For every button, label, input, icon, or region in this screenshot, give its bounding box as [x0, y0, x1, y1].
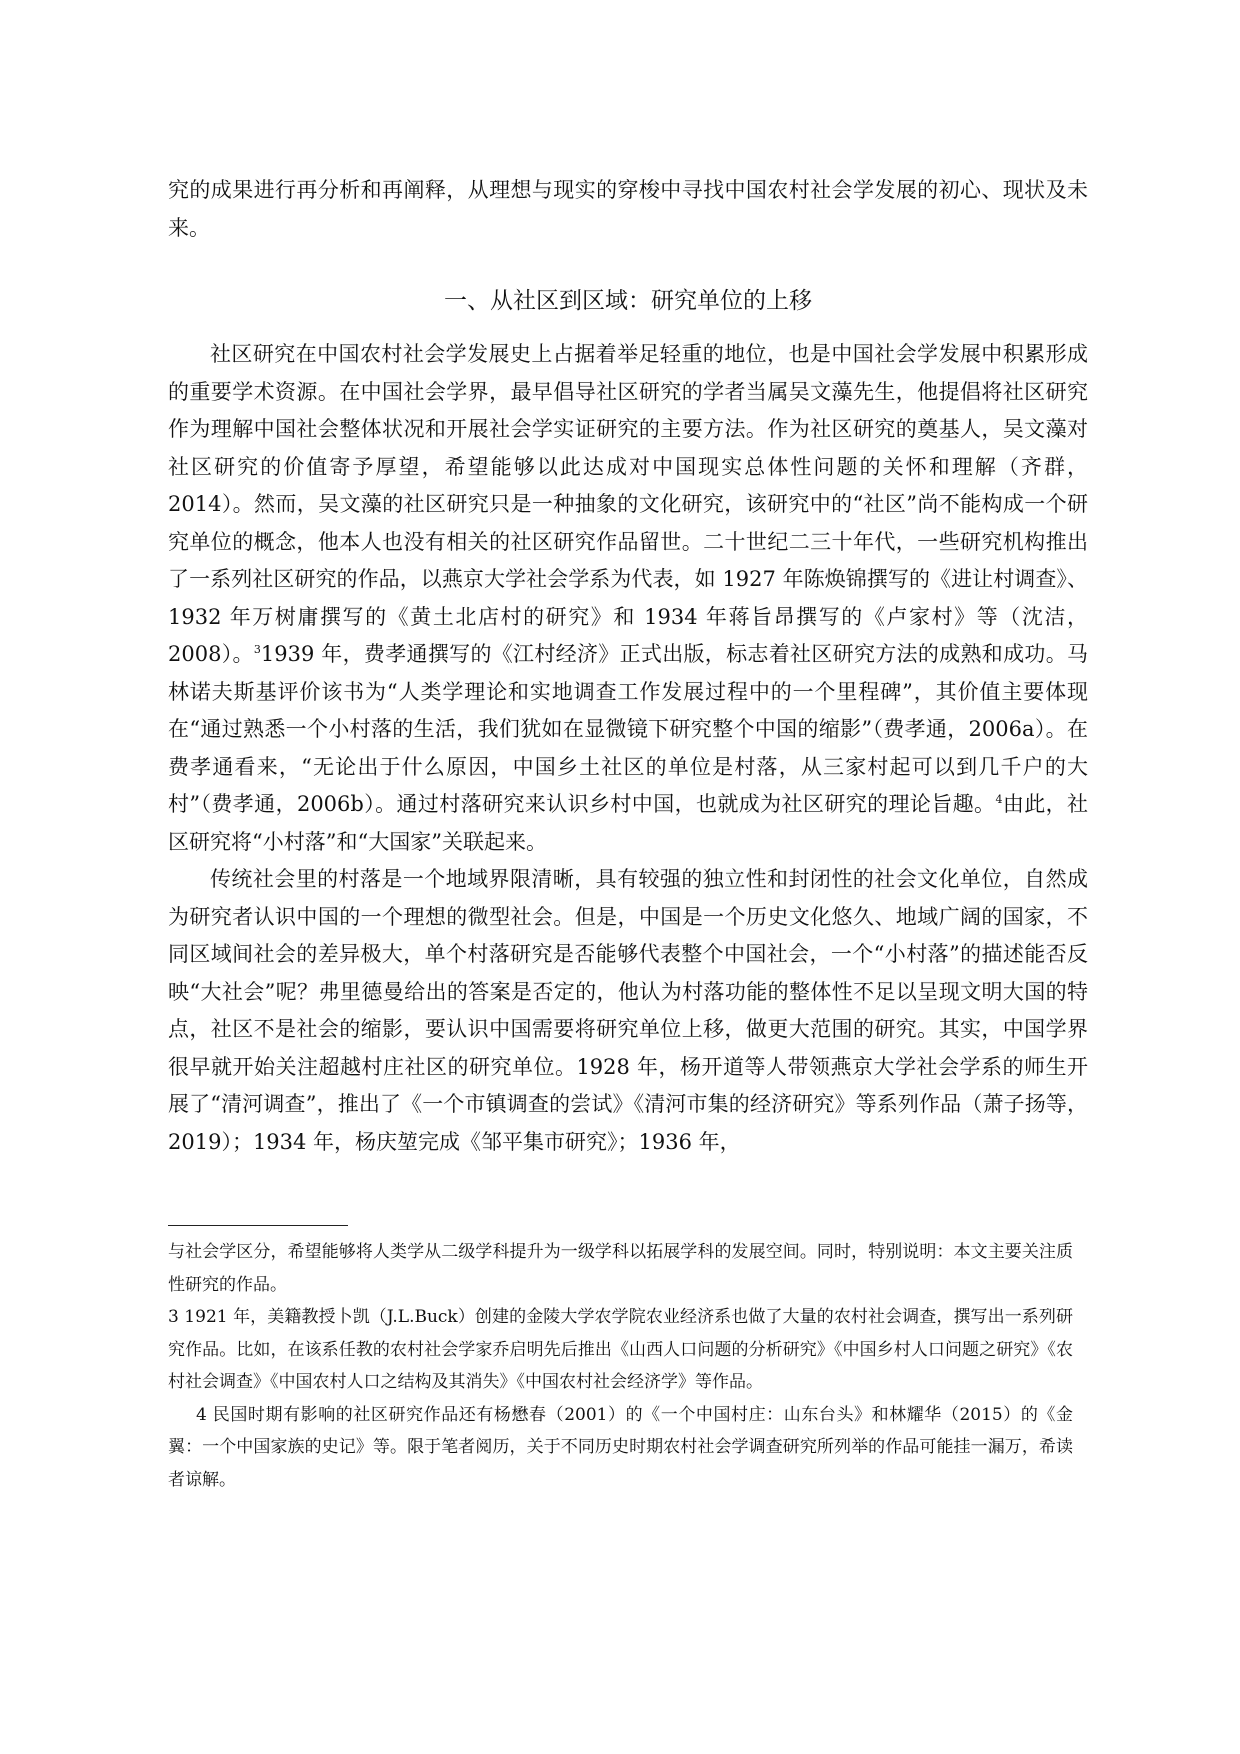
paragraph-1-part-b: 1939 年，费孝通撰写的《江村经济》正式出版，标志着社区研究方法的成熟和成功。马林诺夫斯基评价该书为“人类学理论和实地调查工作发展过程中的一个里程碑”，其价值主要体现在“通过熟悉一个小村落的生活，我们犹如在显微镜下研究整个中国的缩影”（费孝通，2006a）。在费孝通看来，“无论出于什么原因，中国乡土社区的单位是村落，从三家村起可以到几千户的大村”（费孝通，2006b）。通过村落研究来认识乡村中国，也就成为社区研究的理论旨趣。	[168, 642, 1088, 816]
paragraph-2: 传统社会里的村落是一个地域界限清晰，具有较强的独立性和封闭性的社会文化单位，自然成为研究者认识中国的一个理想的微型社会。但是，中国是一个历史文化悠久、地域广阔的国家，不同区域间社会的差异极大，单个村落研究是否能够代表整个中国社会，一个“小村落”的描述能否反映“大社会”呢？弗里德曼给出的答案是否定的，他认为村落功能的整体性不足以呈现文明大国的特点，社区不是社会的缩影，要认识中国需要将研究单位上移，做更大范围的研究。其实，中国学界很早就开始关注超越村庄社区的研究单位。1928 年，杨开道等人带领燕京大学社会学系的师生开展了“清河调查”，推出了《一个市镇调查的尝试》《清河市集的经济研究》等系列作品（萧子扬等，2019）；1934 年，杨庆堃完成《邹平集市研究》；1936 年，	[168, 867, 1088, 1154]
paragraph-1	[168, 336, 1088, 861]
footnotes	[168, 1236, 1073, 1496]
intro-paragraph	[168, 172, 1088, 247]
footnote-ref-3[interactable]: 3	[253, 643, 261, 656]
footnote-ref-4[interactable]: 4	[995, 793, 1003, 806]
footnote-3: 3 1921 年，美籍教授卜凯（J.L.Buck）创建的金陵大学农学院农业经济系也做了大量的农村社会调查，撰写出一系列研究作品。比如，在该系任教的农村社会学家乔启明先后推出《山西人口问题的分析研究》《中国乡村人口问题之研究》《农村社会调查》《中国农村人口之结构及其消失》《中国农村社会经济学》等作品。	[168, 1307, 1073, 1392]
section-body	[168, 336, 1088, 1161]
intro-text: 究的成果进行再分析和再阐释，从理想与现实的穿梭中寻找中国农村社会学发展的初心、现状及未来。	[168, 178, 1088, 240]
footnote-4: 4 民国时期有影响的社区研究作品还有杨懋春（2001）的《一个中国村庄：山东台头》和林耀华（2015）的《金翼：一个中国家族的史记》等。限于笔者阅历，关于不同历史时期农村社会学调查研究所列举的作品可能挂一漏万，希读者谅解。	[168, 1404, 1073, 1490]
footnote-divider	[168, 1225, 348, 1226]
footnote-continued: 与社会学区分，希望能够将人类学从二级学科提升为一级学科以拓展学科的发展空间。同时，特别说明：本文主要关注质性研究的作品。	[168, 1242, 1073, 1295]
paragraph-1-part-c: 由此，社区研究将“小村落”和“大国家”关联起来。	[168, 792, 1088, 854]
section-heading: 一、从社区到区域：研究单位的上移	[444, 288, 812, 314]
paragraph-1-part-a: 社区研究在中国农村社会学发展史上占据着举足轻重的地位，也是中国社会学发展中积累形成的重要学术资源。在中国社会学界，最早倡导社区研究的学者当属吴文藻先生，他提倡将社区研究作为理解中国社会整体状况和开展社会学实证研究的主要方法。作为社区研究的奠基人，吴文藻对社区研究的价值寄予厚望，希望能够以此达成对中国现实总体性问题的关怀和理解（齐群，2014）。然而，吴文藻的社区研究只是一种抽象的文化研究，该研究中的“社区”尚不能构成一个研究单位的概念，他本人也没有相关的社区研究作品留世。二十世纪二三十年代，一些研究机构推出了一系列社区研究的作品，以燕京大学社会学系为代表，如 1927 年陈焕锦撰写的《进让村调查》、1932 年万树庸撰写的《黄土北店村的研究》和 1934 年蒋旨昂撰写的《卢家村》等（沈洁，2008）。	[168, 342, 1088, 666]
